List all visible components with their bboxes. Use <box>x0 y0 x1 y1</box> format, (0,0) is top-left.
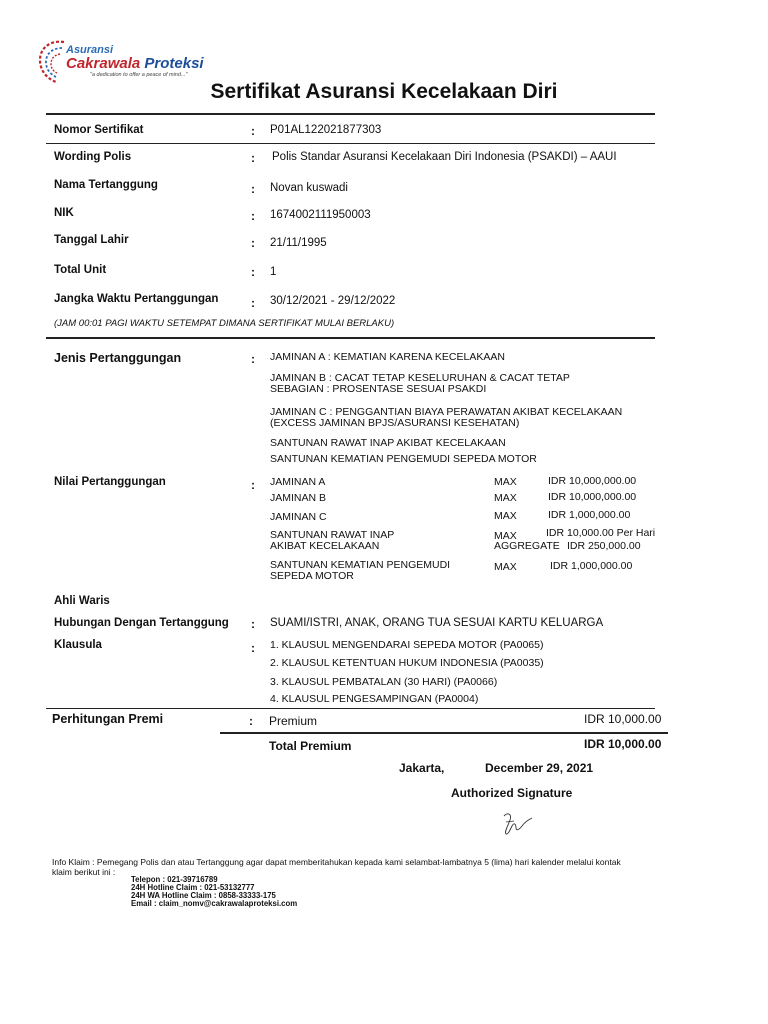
jenis-e: SANTUNAN KEMATIAN PENGEMUDI SEPEDA MOTOR <box>270 453 537 465</box>
authorized-signature-label: Authorized Signature <box>451 786 573 800</box>
logo-name <box>66 55 204 72</box>
colon: : <box>249 714 253 728</box>
colon: : <box>251 151 255 165</box>
colon: : <box>251 617 255 631</box>
klausula-item: 2. KLAUSUL KETENTUAN HUKUM INDONESIA (PA0035) <box>270 657 544 669</box>
logo-line1: Asuransi <box>66 44 114 56</box>
colon: : <box>251 124 255 138</box>
lahir-value: 21/11/1995 <box>270 237 327 249</box>
ahli-waris-label: Ahli Waris <box>54 595 110 607</box>
jenis-label: Jenis Pertanggungan <box>54 351 182 365</box>
hubungan-value: SUAMI/ISTRI, ANAK, ORANG TUA SESUAI KARTU KELUARGA <box>270 617 604 629</box>
jenis-a: JAMINAN A : KEMATIAN KARENA KECELAKAAN <box>270 351 505 363</box>
footer-info-line1: Info Klaim : Pemegang Polis dan atau Tertanggung agar dapat memberitahukan kepada kami selambat-lambatnya 5 (lima) hari kalender melalui kontak <box>52 857 621 867</box>
colon: : <box>251 641 255 655</box>
footer-hotline: 24H Hotline Claim : 021-53132777 <box>131 883 255 892</box>
jangka-label: Jangka Waktu Pertanggungan <box>54 293 219 305</box>
footer-telepon: Telepon : 021-39716789 <box>131 875 218 884</box>
signoff-date: December 29, 2021 <box>485 761 594 775</box>
signature-image <box>498 808 538 840</box>
nilai-a-name: JAMINAN A <box>270 476 326 488</box>
nilai-d-name2: AKIBAT KECELAKAAN <box>270 540 380 552</box>
jangka-value: 30/12/2021 - 29/12/2022 <box>270 295 396 307</box>
nilai-e-max: MAX <box>494 561 517 573</box>
nilai-d-aggregate-value: IDR 250,000.00 <box>567 540 641 552</box>
premium-value: IDR 10,000.00 <box>584 712 662 726</box>
jenis-c2: (EXCESS JAMINAN BPJS/ASURANSI KESEHATAN) <box>270 417 520 429</box>
total-premium-value: IDR 10,000.00 <box>584 737 662 751</box>
klausula-label: Klausula <box>54 639 102 651</box>
page-title: Sertifikat Asuransi Kecelakaan Diri <box>210 80 558 103</box>
logo-tagline: "a dedication to offer a peace of mind..." <box>90 72 188 78</box>
nomor-value: P01AL122021877303 <box>270 124 382 136</box>
jenis-b1: JAMINAN B : CACAT TETAP KESELURUHAN & CACAT TETAP <box>270 372 570 384</box>
colon: : <box>251 209 255 223</box>
unit-value: 1 <box>270 266 277 278</box>
nilai-c-value: IDR 1,000,000.00 <box>548 509 631 521</box>
footer-email: Email : claim_nomv@cakrawalaproteksi.com <box>131 899 298 908</box>
jenis-b2: SEBAGIAN : PROSENTASE SESUAI PSAKDI <box>270 383 487 395</box>
nilai-d-aggregate: AGGREGATE <box>494 540 560 552</box>
nilai-a-max: MAX <box>494 476 517 488</box>
section-divider <box>46 708 655 709</box>
jangka-note: (JAM 00:01 PAGI WAKTU SETEMPAT DIMANA SERTIFIKAT MULAI BERLAKU) <box>54 318 395 329</box>
premi-label: Perhitungan Premi <box>52 712 164 726</box>
signoff-city: Jakarta, <box>399 761 445 775</box>
footer-info-line2: klaim berikut ini : <box>52 867 116 877</box>
nilai-e-value: IDR 1,000,000.00 <box>550 560 633 572</box>
colon: : <box>251 265 255 279</box>
footer-wa-hotline: 24H WA Hotline Claim : 0858-33333-175 <box>131 891 276 900</box>
hubungan-label: Hubungan Dengan Tertanggung <box>54 617 229 629</box>
klausula-item: 3. KLAUSUL PEMBATALAN (30 HARI) (PA0066) <box>270 676 498 688</box>
nilai-b-value: IDR 10,000,000.00 <box>548 491 637 503</box>
nama-value: Novan kuswadi <box>270 182 348 194</box>
klausula-item: 1. KLAUSUL MENGENDARAI SEPEDA MOTOR (PA0065) <box>270 639 544 651</box>
nilai-label: Nilai Pertanggungan <box>54 476 166 488</box>
colon: : <box>251 478 255 492</box>
total-premium-label: Total Premium <box>269 739 352 753</box>
nilai-b-name: JAMINAN B <box>270 492 327 504</box>
nilai-e-name2: SEPEDA MOTOR <box>270 570 354 582</box>
nomor-label: Nomor Sertifikat <box>54 124 144 136</box>
klausula-item: 4. KLAUSUL PENGESAMPINGAN (PA0004) <box>270 693 479 705</box>
colon: : <box>251 352 255 366</box>
colon: : <box>251 236 255 250</box>
nilai-e-name1: SANTUNAN KEMATIAN PENGEMUDI <box>270 559 451 571</box>
row-divider <box>46 143 655 144</box>
nilai-c-name: JAMINAN C <box>270 511 327 523</box>
jenis-c1: JAMINAN C : PENGGANTIAN BIAYA PERAWATAN AKIBAT KECELAKAAN <box>270 406 623 418</box>
nilai-b-max: MAX <box>494 492 517 504</box>
jenis-d: SANTUNAN RAWAT INAP AKIBAT KECELAKAAN <box>270 437 506 449</box>
nik-value: 1674002111950003 <box>270 209 371 221</box>
logo-word2: Proteksi <box>144 55 204 72</box>
nama-label: Nama Tertanggung <box>54 179 158 191</box>
nik-label: NIK <box>54 207 74 219</box>
wording-label: Wording Polis <box>54 151 132 163</box>
wording-value: Polis Standar Asuransi Kecelakaan Diri Indonesia (PSAKDI) – AAUI <box>272 151 617 163</box>
logo-word1: Cakrawala <box>66 55 141 72</box>
nilai-a-value: IDR 10,000,000.00 <box>548 475 637 487</box>
logo-swoosh-icon <box>36 38 70 84</box>
nilai-d-max: MAX <box>494 530 517 542</box>
nilai-d-name1: SANTUNAN RAWAT INAP <box>270 529 395 541</box>
unit-label: Total Unit <box>54 264 107 276</box>
nilai-d-value: IDR 10,000.00 Per Hari <box>546 527 656 539</box>
section-divider <box>46 337 655 339</box>
lahir-label: Tanggal Lahir <box>54 234 129 246</box>
title-divider <box>46 113 655 115</box>
nilai-c-max: MAX <box>494 510 517 522</box>
total-divider <box>220 732 668 734</box>
colon: : <box>251 296 255 310</box>
colon: : <box>251 182 255 196</box>
premium-label: Premium <box>269 714 318 728</box>
